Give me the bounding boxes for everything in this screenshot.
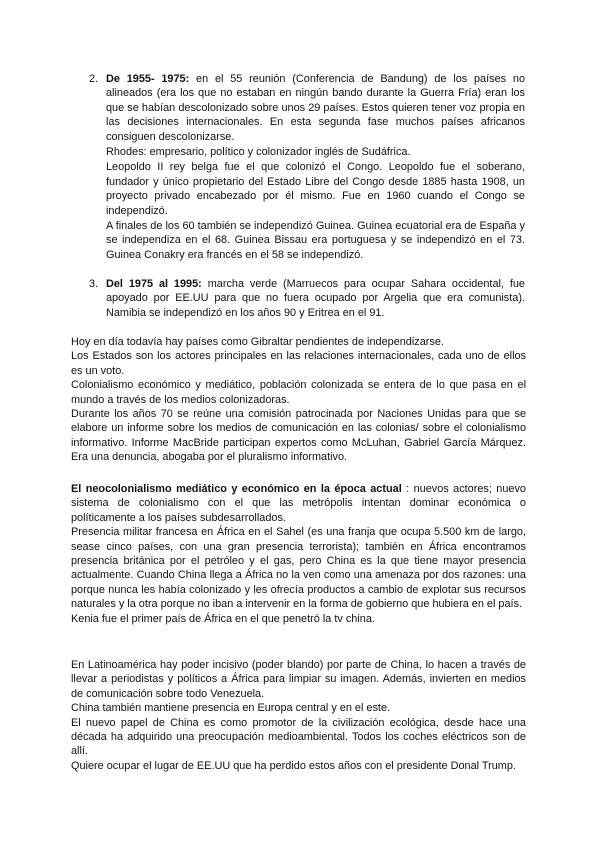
period-heading: De 1955- 1975:	[106, 73, 190, 85]
paragraph-macbride-report: Durante los años 70 se reúne una comisión patrocinada por Naciones Unidas para que se elabore un informe sobre los medios de comunicación en las colonias/ sobre el colonialismo informativo. Informe MacBride participan expertos como McLuhan, Gabriel García Márquez. Era una denuncia, abogaba por el pluralismo informativo.	[71, 408, 526, 464]
paragraph-europe: China también mantiene presencia en Europa central y en el este.	[71, 702, 391, 715]
list-number: 2.	[89, 73, 99, 85]
section-china-influence	[71, 658, 526, 773]
period-text: marcha verde (Marruecos para ocupar Sahara occidental, fue apoyado por EE.UU para que no fuera ocupado por Argelia que era comunista). Namibia se independizó en los años 90 y Eritrea en el 91.	[106, 278, 525, 319]
list-item-lead-paragraph	[106, 72, 525, 144]
paragraph-states-actors: Los Estados son los actores principales en las relaciones internacionales, cada uno de ellos es un voto.	[71, 350, 526, 377]
section-heading: El neocolonialismo mediático y económico en la época actual	[71, 483, 402, 495]
paragraph-leopoldo: Leopoldo II rey belga fue el que colonizó el Congo. Leopoldo fue el soberano, fundador y único propietario del Estado Libre del Congo desde 1885 hasta 1908, un proyecto privado encabezado por él mismo. Fue en 1960 cuando el Congo se independizó.	[106, 161, 525, 217]
paragraph-gibraltar: Hoy en día todavía hay países como Gibraltar pendientes de independizarse.	[71, 336, 444, 348]
period-text: en el 55 reunión (Conferencia de Bandung) de los países no alineados (era los que no estaban en ningún bando durante la Guerra Fría) eran los que se habían descolonizado sobre unos 29 países. Estos quieren tener voz propia en las decisiones internacionales. En esta segunda fase muchos países africanos consiguen descolonizarse.	[106, 73, 525, 143]
paragraph-rhodes: Rhodes: empresario, político y colonizador inglés de Sudáfrica.	[106, 146, 411, 159]
section-current-situation	[71, 335, 526, 465]
paragraph-economic-colonialism: Colonialismo económico y mediático, población colonizada se entera de lo que pasa en el mundo a través de los medios colonizadoras.	[71, 379, 526, 406]
list-item-period-1955-1975	[81, 72, 525, 262]
paragraph-africa-presence: Presencia militar francesa en África en el Sahel (es una franja que ocupa 5.500 km de largo, sease cinco países, con una gran presencia terrorista); también en África encontramos presencia británica por el petróleo y el gas, pero China es la que tiene mayor presencia actualmente. Cuando China llega a África no la ven como una amenaza por dos razones: una porque nunca les había colonizado y les ofrecía productos a cambio de explotar sus recursos naturales y la otra porque no iban a intervenir en la forma de gobierno que hubiera en el país.	[71, 526, 526, 611]
paragraph-guinea: A finales de los 60 también se independizó Guinea. Guinea ecuatorial era de España y se independiza en el 68. Guinea Bissau era portuguesa y se independizó en el 73. Guinea Conakry era francés en el 58 se independizó.	[106, 220, 525, 261]
list-item-period-1975-1995	[81, 277, 525, 320]
period-heading: Del 1975 al 1995:	[106, 278, 202, 290]
paragraph-latinoamerica: En Latinoamérica hay poder incisivo (poder blando) por parte de China, lo hacen a través de llevar a periodistas y políticos a África para limpiar su imagen. Además, invierten en medios de comunicación sobre todo Venezuela.	[71, 659, 526, 700]
list-number: 3.	[89, 278, 99, 290]
paragraph-usa: Quiere ocupar el lugar de EE.UU que ha perdido estos años con el presidente Donal Trump.	[71, 759, 516, 772]
paragraph-ecological: El nuevo papel de China es como promotor de la civilización ecológica, desde hace una década ha adquirido una preocupación medioambiental. Todos los coches eléctricos son de allí.	[71, 716, 526, 758]
list-item-lead-paragraph	[106, 277, 525, 320]
section-neocolonialism	[71, 482, 526, 626]
neocolonialism-intro	[71, 482, 526, 525]
paragraph-kenia: Kenia fue el primer país de África en el que penetró la tv china.	[71, 612, 375, 625]
section-intro-text: : nuevos actores; nuevo sistema de colonialismo con el que las metrópolis intentan dominar económica o políticamente a los países subdesarrollados.	[71, 483, 526, 524]
